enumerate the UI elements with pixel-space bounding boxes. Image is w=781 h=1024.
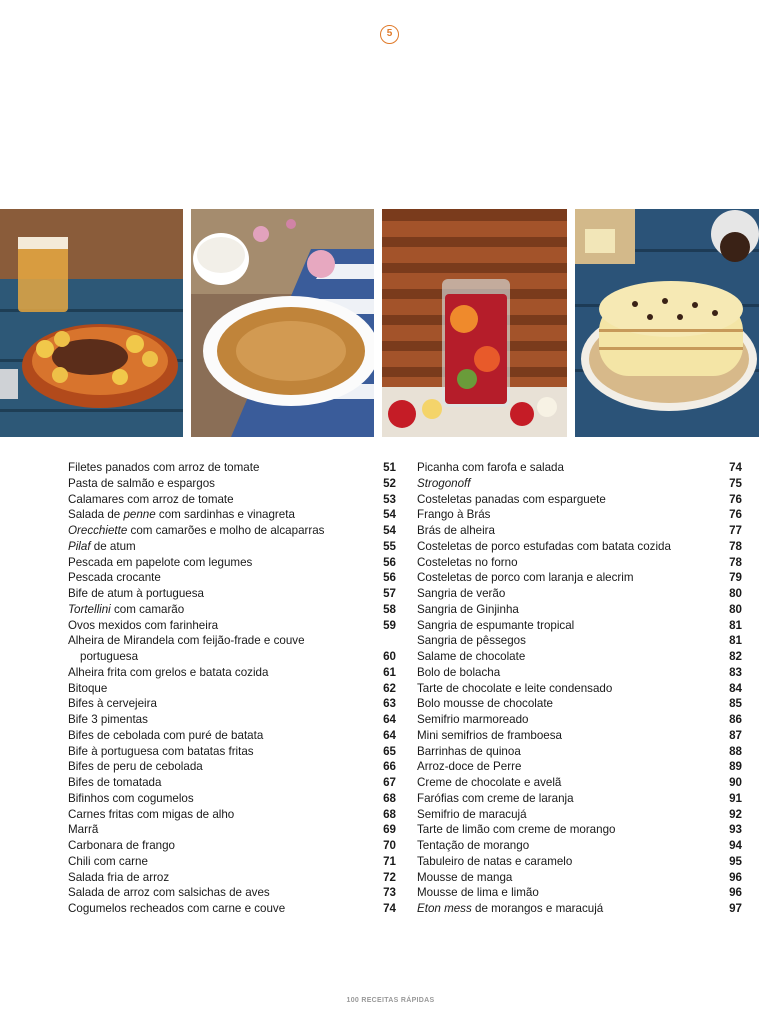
- index-entry: [68, 523, 396, 539]
- page-number: 96: [729, 886, 742, 900]
- recipe-title: Bifinhos com cogumelos: [68, 791, 194, 805]
- index-entry: [68, 807, 396, 823]
- index-entry: [417, 870, 742, 886]
- recipe-title: Bifes de cebolada com puré de batata: [68, 728, 264, 742]
- page-number: 68: [383, 807, 396, 821]
- index-entry: [417, 555, 742, 571]
- photo-dessert-cake: [575, 209, 759, 437]
- index-entry: [417, 618, 742, 634]
- page-number: 79: [729, 571, 742, 585]
- page-number: 80: [729, 587, 742, 600]
- index-entry: [68, 539, 396, 555]
- page-number: 78: [729, 555, 742, 569]
- page-number: 64: [383, 728, 396, 742]
- page-number: 53: [383, 492, 396, 506]
- recipe-title: Salada de penne com sardinhas e vinagreta: [68, 508, 295, 522]
- index-entry: [68, 712, 396, 728]
- page-number: 84: [729, 681, 742, 695]
- recipe-title: Costeletas panadas com esparguete: [417, 492, 606, 506]
- index-entry: [68, 602, 396, 618]
- index-entry: [68, 665, 396, 681]
- page-number: 63: [383, 697, 396, 711]
- page-number: 85: [729, 697, 742, 711]
- index-entry: [417, 492, 742, 508]
- recipe-title: Alheira de Mirandela com feijão-frade e couve: [68, 634, 305, 648]
- recipe-title: Mini semifrios de framboesa: [417, 728, 562, 742]
- index-entry: [417, 665, 742, 681]
- page-number: 94: [729, 839, 742, 852]
- page-number: 77: [729, 524, 742, 537]
- recipe-title: Mousse de manga: [417, 870, 513, 884]
- page-number: 57: [383, 587, 396, 600]
- index-entry: [68, 649, 396, 665]
- page-number: 81: [729, 618, 742, 632]
- recipe-title: Bitoque: [68, 681, 108, 695]
- photo-sangria: [382, 209, 567, 437]
- recipe-title: Barrinhas de quinoa: [417, 744, 521, 758]
- page-number: 60: [383, 650, 396, 663]
- recipe-title: Salada de arroz com salsichas de aves: [68, 886, 270, 900]
- recipe-index-right-column: [417, 460, 742, 917]
- index-entry: [417, 759, 742, 775]
- recipe-title: Marrã: [68, 823, 99, 837]
- recipe-title: Bolo de bolacha: [417, 665, 501, 679]
- recipe-title: Costeletas de porco com laranja e alecrim: [417, 571, 634, 585]
- recipe-title: Carnes fritas com migas de alho: [68, 807, 235, 821]
- index-entry: [68, 476, 396, 492]
- recipe-title: Semifrio marmoreado: [417, 713, 529, 726]
- index-entry: [68, 618, 396, 634]
- index-entry: [68, 460, 396, 476]
- recipe-title: Frango à Brás: [417, 508, 491, 522]
- index-entry: [417, 649, 742, 665]
- page-number: 70: [383, 839, 396, 852]
- page-number: 72: [383, 870, 396, 884]
- index-entry: [417, 885, 742, 901]
- page-number: 96: [729, 870, 742, 884]
- page-number: 51: [383, 461, 396, 474]
- index-entry: [68, 791, 396, 807]
- page-number: 55: [383, 539, 396, 553]
- page-number: 89: [729, 760, 742, 774]
- page-number: 87: [729, 728, 742, 742]
- index-entry: [68, 507, 396, 523]
- page-number: 88: [729, 744, 742, 758]
- page-number: 56: [383, 555, 396, 569]
- recipe-title: Farófias com creme de laranja: [417, 791, 574, 805]
- recipe-title: Cogumelos recheados com carne e couve: [68, 902, 286, 915]
- page-number: 73: [383, 886, 396, 900]
- footer-book-title: 100 RECEITAS RÁPIDAS: [346, 997, 435, 1004]
- recipe-title: Tentação de morango: [417, 839, 530, 852]
- index-entry: [417, 744, 742, 760]
- page-number: 52: [383, 476, 396, 490]
- recipe-title: Strogonoff: [417, 476, 471, 490]
- recipe-title: Bolo mousse de chocolate: [417, 697, 553, 711]
- recipe-title: Pescada crocante: [68, 571, 161, 585]
- index-entry: [417, 854, 742, 870]
- page-number: 80: [729, 602, 742, 616]
- index-entry: [417, 838, 742, 854]
- recipe-title: Brás de alheira: [417, 524, 495, 537]
- page-number: 76: [729, 508, 742, 522]
- recipe-title: Salame de chocolate: [417, 650, 526, 663]
- index-entry: [417, 602, 742, 618]
- page-number: 91: [729, 791, 742, 805]
- page-number: 83: [729, 665, 742, 679]
- index-entry: [68, 570, 396, 586]
- index-entry: [417, 633, 742, 649]
- index-entry: [68, 633, 396, 649]
- recipe-title: Chili com carne: [68, 854, 148, 868]
- page-number: 56: [383, 571, 396, 585]
- recipe-title: Pasta de salmão e espargos: [68, 476, 215, 490]
- recipe-title: Eton mess de morangos e maracujá: [417, 902, 604, 915]
- index-entry: [68, 901, 396, 917]
- page-number: 58: [383, 602, 396, 616]
- index-entry: [417, 712, 742, 728]
- page-number: 74: [383, 902, 396, 915]
- recipe-title: Costeletas de porco estufadas com batata cozida: [417, 539, 671, 553]
- page-number: 59: [383, 618, 396, 632]
- recipe-title: Sangria de verão: [417, 587, 506, 600]
- recipe-title: Sangria de pêssegos: [417, 634, 526, 648]
- recipe-title: Tortellini com camarão: [68, 602, 185, 616]
- recipe-title: Arroz-doce de Perre: [417, 760, 522, 774]
- page-number: 97: [729, 902, 742, 915]
- page-number: 65: [383, 744, 396, 758]
- index-entry: [417, 807, 742, 823]
- index-entry: [417, 460, 742, 476]
- index-entry: [417, 523, 742, 539]
- recipe-title: Tarte de chocolate e leite condensado: [417, 681, 613, 695]
- index-entry: [68, 854, 396, 870]
- index-entry: [417, 476, 742, 492]
- index-entry: [68, 870, 396, 886]
- index-entry: [68, 775, 396, 791]
- recipe-title: Sangria de espumante tropical: [417, 618, 575, 632]
- recipe-title: Sangria de Ginjinha: [417, 602, 519, 616]
- page-number: 78: [729, 539, 742, 553]
- page-number: 61: [383, 665, 396, 679]
- index-entry: [417, 681, 742, 697]
- index-entry: [68, 681, 396, 697]
- recipe-title: Pilaf de atum: [68, 539, 136, 553]
- recipe-title: Alheira frita com grelos e batata cozida: [68, 665, 269, 679]
- index-entry: [68, 555, 396, 571]
- page-number: 66: [383, 760, 396, 774]
- recipe-title: Bifes à cervejeira: [68, 697, 157, 711]
- recipe-title: Filetes panados com arroz de tomate: [68, 461, 260, 474]
- index-entry: [417, 586, 742, 602]
- page-number: 54: [383, 524, 396, 537]
- index-entry: [417, 539, 742, 555]
- page-number: 92: [729, 807, 742, 821]
- page-number: 81: [729, 634, 742, 648]
- page-number: 69: [383, 823, 396, 837]
- page-number: 75: [729, 476, 742, 490]
- recipe-title: Tabuleiro de natas e caramelo: [417, 854, 573, 868]
- index-entry: [417, 570, 742, 586]
- recipe-title: Creme de chocolate e avelã: [417, 776, 562, 789]
- page-number: 95: [729, 854, 742, 868]
- index-entry: [68, 728, 396, 744]
- index-entry: [68, 744, 396, 760]
- index-entry: [417, 791, 742, 807]
- photo-steak-with-potatoes: [0, 209, 183, 437]
- recipe-title: Mousse de lima e limão: [417, 886, 539, 900]
- page-number: 76: [729, 492, 742, 506]
- page-number: 54: [383, 508, 396, 522]
- index-entry: [68, 885, 396, 901]
- recipe-title: Costeletas no forno: [417, 555, 518, 569]
- page-number: 90: [729, 776, 742, 789]
- recipe-title-continuation: portuguesa: [80, 650, 139, 663]
- photo-strogonoff: [191, 209, 374, 437]
- recipe-title: Pescada em papelote com legumes: [68, 555, 253, 569]
- recipe-title: Calamares com arroz de tomate: [68, 492, 234, 506]
- index-entry: [68, 822, 396, 838]
- page-number: 74: [729, 461, 742, 474]
- recipe-index-left-column: [68, 460, 396, 917]
- recipe-title: Orecchiette com camarões e molho de alcaparras: [68, 524, 325, 537]
- page-number: 67: [383, 776, 396, 789]
- page-number: 62: [383, 681, 396, 695]
- index-entry: [417, 728, 742, 744]
- index-entry: [417, 696, 742, 712]
- index-entry: [417, 822, 742, 838]
- recipe-title: Tarte de limão com creme de morango: [417, 823, 616, 837]
- page-number-badge: 5: [380, 25, 399, 44]
- recipe-title: Carbonara de frango: [68, 839, 175, 852]
- page-number: 68: [383, 791, 396, 805]
- page-number: 82: [729, 650, 742, 663]
- recipe-title: Bife de atum à portuguesa: [68, 587, 204, 600]
- recipe-title: Bifes de tomatada: [68, 776, 162, 789]
- recipe-title: Salada fria de arroz: [68, 870, 170, 884]
- page-number: 71: [383, 854, 396, 868]
- recipe-title: Picanha com farofa e salada: [417, 461, 564, 474]
- recipe-title: Ovos mexidos com farinheira: [68, 618, 219, 632]
- index-entry: [68, 838, 396, 854]
- recipe-title: Bife 3 pimentas: [68, 713, 148, 726]
- index-entry: [68, 759, 396, 775]
- index-entry: [417, 775, 742, 791]
- recipe-title: Bifes de peru de cebolada: [68, 760, 203, 774]
- recipe-title: Bife à portuguesa com batatas fritas: [68, 744, 254, 758]
- page-number: 64: [383, 713, 396, 726]
- index-entry: [68, 492, 396, 508]
- page-number: 93: [729, 823, 742, 837]
- index-entry: [68, 586, 396, 602]
- recipe-title: Semifrio de maracujá: [417, 807, 527, 821]
- index-entry: [417, 901, 742, 917]
- page-number: 86: [729, 713, 742, 726]
- index-entry: [68, 696, 396, 712]
- index-entry: [417, 507, 742, 523]
